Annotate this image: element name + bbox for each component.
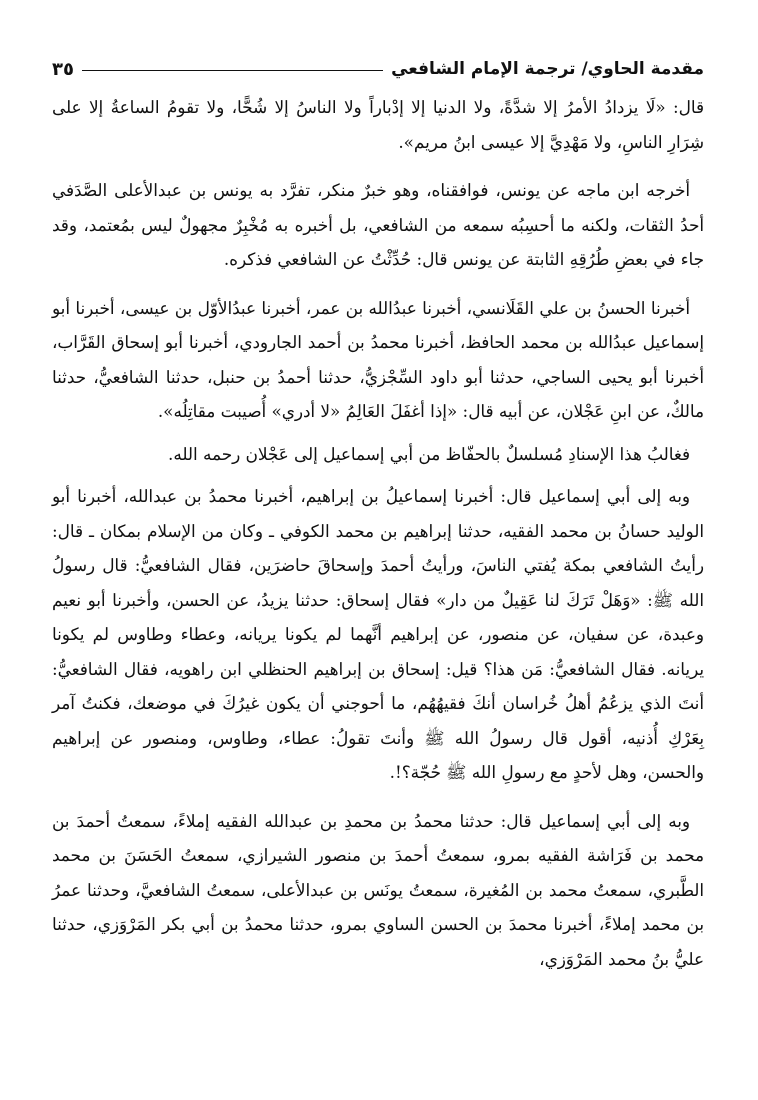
paragraph-shafii-ishaq-story: وبه إلى أبي إسماعيل قال: أخبرنا إسماعيلُ بن إبراهيم، أخبرنا محمدُ بن عبدالله، أخبرنا أبو الوليد حسانُ بن محمد الفقيه، حدثنا إبراهيم بن محمد الكوفي ـ وكان من الإسلام بمكان ـ قال: رأيتُ الشافعي بمكة يُفتي الناسَ، ورأيتُ أحمدَ وإسحاقَ حاضرَين، فقال الشافعيُّ: قال رسولُ الله ﷺ: «وَهَلْ تَرَكَ لنا عَقِيلٌ من دار» فقال إسحاق: حدثنا يزيدُ، عن الحسن، وأخبرنا أبو نعيم وعبدة، عن سفيان، عن منصور، عن إبراهيم أنَّهما لم يكونا يريانه، وعطاء وطاوس لم يكونا يريانه. فقال الشافعيُّ: مَن هذا؟ قيل: إسحاق بن إبراهيم الحنظلي ابن راهويه، فقال الشافعيُّ: أنتَ الذي يزعُمُ أهلُ خُراسان أنكَ فقيهُهُم، ما أحوجني أن يكون غيرُكَ في موضعك، فكنتُ آمر بِعَرْكِ أُذنيه، أقول قال رسولُ الله ﷺ وأنتَ تقولُ: عطاء، وطاوس، ومنصور عن إبراهيم والحسن، وهل لأحدٍ مع رسولِ الله ﷺ حُجّة؟!. [52, 486, 704, 782]
header-title: مقدمة الحاوي/ ترجمة الإمام الشافعي [391, 59, 704, 79]
paragraph-isnad-chain: أخبرنا الحسنُ بن علي القَلَانسي، أخبرنا عبدُالله بن عمر، أخبرنا عبدُالأوّل بن عيسى، أخبرنا أبو إسماعيل عبدُالله بن محمد الحافظ، أخبرنا محمدُ بن أحمد الجارودي، أخبرنا أبو إسحاق القَرَّاب، أخبرنا أبو يحيى الساجي، حدثنا أبو داود السِّجْزيُّ، حدثنا أحمدُ بن حنبل، حدثنا الشافعيُّ، حدثنا مالكٌ، عن ابنِ عَجْلان، عن أبيه قال: «إذا أغفَلَ العَالِمُ «لا أدري» أُصيبت مقاتِلُه». [52, 297, 704, 421]
paragraph-takhrij: أخرجه ابن ماجه عن يونس، فوافقناه، وهو خبرٌ منكر، تفرَّد به يونس بن عبدالأعلى الصَّدَفي أحدُ الثقات، ولكنه ما أحسِبُه سمعه من الشافعي، بل أخبره به مُخْبِرٌ مجهولٌ ليس بمُعتمد، وقد جاء في بعضِ طُرُقِهِ الثابتة عن يونس قال: حُدِّثْتُ عن الشافعي فذكره. [52, 180, 704, 269]
page-number: ٣٥ [52, 58, 74, 80]
paragraph-hadith-text: قال: «لَا يزدادُ الأمرُ إلا شدَّةً، ولا الدنيا إلا إدْباراً ولا الناسُ إلا شُحًّا، ولا تقومُ الساعةُ إلا على شِرَارِ الناسِ، ولا مَهْدِيَّ إلا عيسى ابنُ مريم». [52, 97, 704, 152]
paragraph-isnad-note: فغالبُ هذا الإسنادِ مُسلسلٌ بالحفّاظ من أبي إسماعيل إلى عَجْلان رحمه الله. [168, 443, 690, 464]
header-rule [82, 70, 383, 71]
running-header [52, 54, 704, 84]
paragraph-second-isnad: وبه إلى أبي إسماعيل قال: حدثنا محمدُ بن محمدِ بن عبدالله الفقيه إملاءً، سمعتُ أحمدَ بن محمد بن فَرَاشة الفقيه بمرو، سمعتُ أحمدَ بن منصور الشيرازي، سمعتُ الحَسَنَ بن محمد الطَّبري، سمعتُ محمد بن المُغيرة، سمعتُ يونَس بن عبدالأعلى، سمعتُ الشافعيَّ، وحدثنا عمرُ بن محمد إملاءً، أخبرنا محمدَ بن الحسن الساوي بمرو، حدثنا محمدُ بن أبي بكر المَرْوَزي، حدثنا عليُّ بنُ محمد المَرْوَزي، [52, 810, 704, 969]
